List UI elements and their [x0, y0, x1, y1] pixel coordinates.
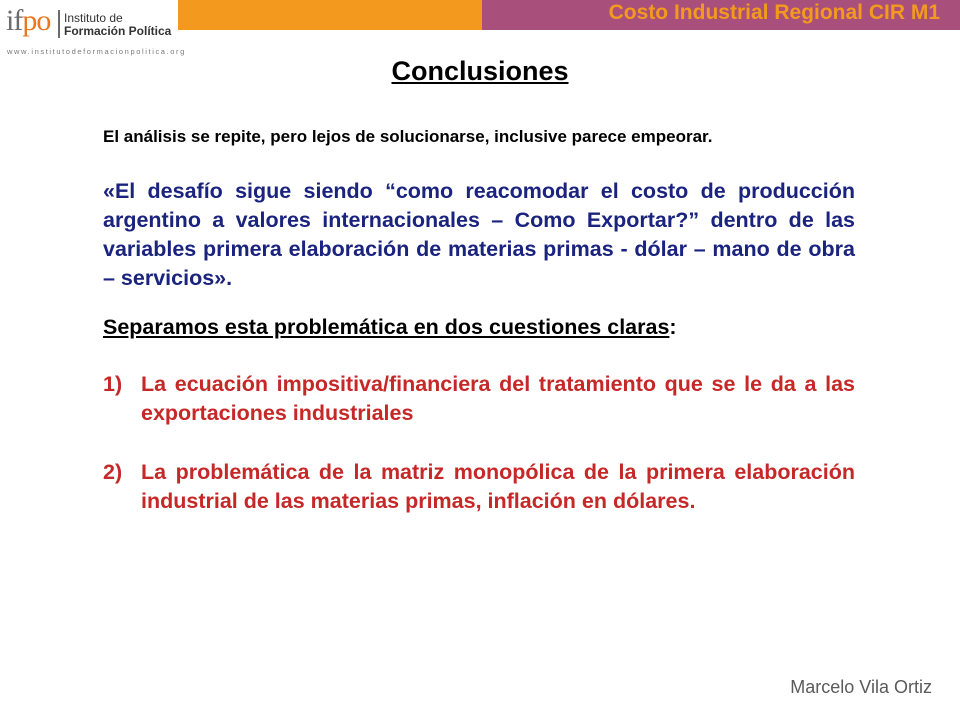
lead-text — [103, 315, 855, 340]
slide-body — [103, 120, 855, 546]
header-title: Costo Industrial Regional CIR M1 — [608, 1, 940, 24]
logo-mark: ifpo — [6, 4, 51, 37]
logo-line-2: Formación Política — [64, 24, 172, 38]
logo-line-1: Instituto de — [64, 11, 123, 25]
logo-text — [64, 12, 171, 38]
list-item — [103, 458, 855, 516]
list-item-text: La ecuación impositiva/financiera del tratamiento que se le da a las exportaciones industriales — [141, 372, 855, 425]
list-item-number: 1) — [103, 372, 123, 396]
quote-text: «El desafío sigue siendo “como reacomodar el costo de producción argentino a valores internacionales – Como Exportar?” dentro de las variables primera elaboración de materias primas - dólar – mano de obra – servicios». — [103, 179, 855, 290]
list-item-number: 2) — [103, 460, 123, 484]
ifpo-logo — [0, 0, 178, 42]
author-name: Marcelo Vila Ortiz — [790, 677, 932, 697]
intro-text: El análisis se repite, pero lejos de solucionarse, inclusive parece empeorar. — [103, 127, 713, 146]
lead-colon: : — [669, 315, 677, 339]
list-item — [103, 370, 855, 428]
logo-url: www.institutodeformacionpolitica.org — [7, 47, 186, 56]
slide-title: Conclusiones — [391, 56, 569, 86]
lead-underlined: Separamos esta problemática en dos cuestiones claras — [103, 315, 670, 339]
header-bar-orange — [178, 0, 482, 30]
logo-divider — [58, 10, 60, 38]
list-item-text: La problemática de la matriz monopólica de la primera elaboración industrial de las materias primas, inflación en dólares. — [141, 460, 855, 513]
